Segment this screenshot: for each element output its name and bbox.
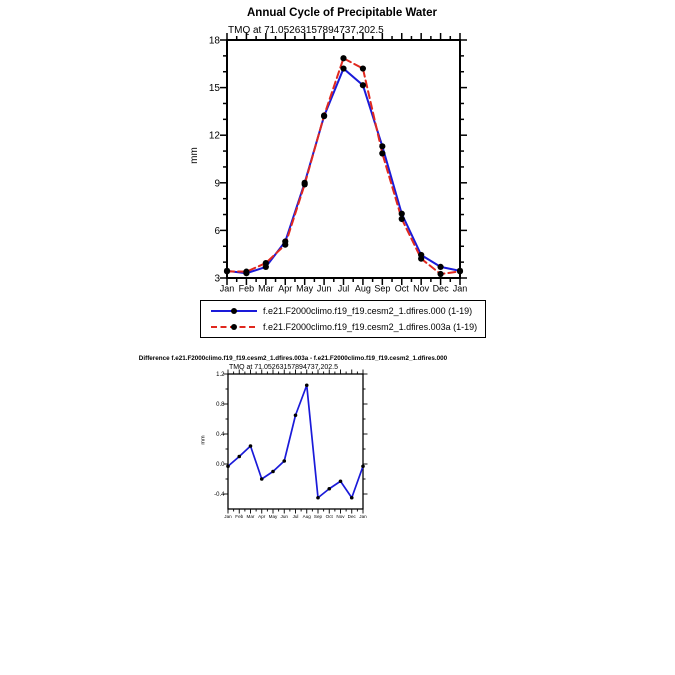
svg-text:Jul: Jul <box>292 514 299 519</box>
svg-text:Jan: Jan <box>219 283 235 294</box>
svg-text:Jun: Jun <box>280 514 288 519</box>
svg-text:0.4: 0.4 <box>216 432 225 439</box>
main-chart-series-0-line <box>227 69 460 274</box>
diff-chart-data-point-markers <box>226 383 365 499</box>
legend-entry-dfires-000 <box>210 303 485 319</box>
svg-text:Jan: Jan <box>359 514 367 519</box>
svg-text:Jan: Jan <box>224 514 232 519</box>
legend-label-dfires-000: f.e21.F2000climo.f19_f19.cesm2_1.dfires.000 (1-19) <box>263 306 473 316</box>
svg-text:Aug: Aug <box>302 514 311 519</box>
svg-text:May: May <box>296 283 314 294</box>
svg-text:Apr: Apr <box>258 514 266 519</box>
diff-chart-frame <box>228 374 363 509</box>
svg-text:Mar: Mar <box>246 514 255 519</box>
svg-text:18: 18 <box>208 35 220 47</box>
svg-text:Jun: Jun <box>316 283 332 294</box>
diff-chart-subtitle: TMQ at 71.05263157894737,202.5 <box>229 364 338 371</box>
svg-text:Oct: Oct <box>325 514 333 519</box>
svg-text:Feb: Feb <box>238 283 255 294</box>
svg-text:Apr: Apr <box>278 283 293 294</box>
main-chart-data-point-markers <box>224 55 463 277</box>
svg-text:0.8: 0.8 <box>216 402 225 409</box>
svg-text:12: 12 <box>208 130 220 142</box>
legend-box <box>200 300 486 338</box>
main-chart <box>209 33 467 294</box>
svg-text:Jan: Jan <box>452 283 468 294</box>
legend-dashed-line-sample-icon <box>210 322 260 332</box>
main-chart-y-axis-label: mm <box>188 147 200 164</box>
svg-text:-0.4: -0.4 <box>214 492 225 499</box>
svg-text:1.2: 1.2 <box>216 372 225 379</box>
svg-text:Aug: Aug <box>354 283 371 294</box>
svg-text:15: 15 <box>208 83 220 95</box>
legend-solid-line-sample-icon <box>210 306 260 316</box>
diff-chart-tick-labels <box>214 372 367 519</box>
svg-text:Mar: Mar <box>258 283 274 294</box>
svg-text:Sep: Sep <box>374 283 391 294</box>
diff-chart-title: Difference f.e21.F2000climo.f19_f19.cesm2_1.dfires.003a - f.e21.F2000climo.f19_f19.cesm2_1.dfires.000 <box>138 355 448 362</box>
svg-text:Nov: Nov <box>336 514 345 519</box>
svg-text:May: May <box>268 514 278 519</box>
main-chart-title: Annual Cycle of Precipitable Water <box>246 7 437 19</box>
main-chart-subtitle: TMQ at 71.05263157894737,202.5 <box>228 25 384 36</box>
svg-text:Jul: Jul <box>337 283 350 294</box>
svg-text:Dec: Dec <box>432 283 449 294</box>
main-chart-series-1-line <box>227 58 460 274</box>
legend-label-dfires-003a: f.e21.F2000climo.f19_f19.cesm2_1.dfires.003a (1-19) <box>263 322 478 332</box>
main-chart-frame <box>227 40 460 278</box>
svg-text:Nov: Nov <box>413 283 430 294</box>
svg-text:9: 9 <box>214 178 220 190</box>
legend-entry-dfires-003a <box>210 319 485 335</box>
diff-chart <box>214 370 367 520</box>
diff-chart-ticks <box>224 370 368 514</box>
svg-text:Dec: Dec <box>347 514 356 519</box>
svg-text:6: 6 <box>214 225 220 237</box>
svg-text:Sep: Sep <box>313 514 323 519</box>
diff-chart-series-0-line <box>228 385 363 498</box>
diff-chart-y-axis-label: mm <box>200 435 207 445</box>
svg-text:Oct: Oct <box>394 283 409 294</box>
svg-text:Feb: Feb <box>235 514 244 519</box>
svg-text:3: 3 <box>214 273 220 285</box>
svg-text:0.0: 0.0 <box>216 462 225 469</box>
